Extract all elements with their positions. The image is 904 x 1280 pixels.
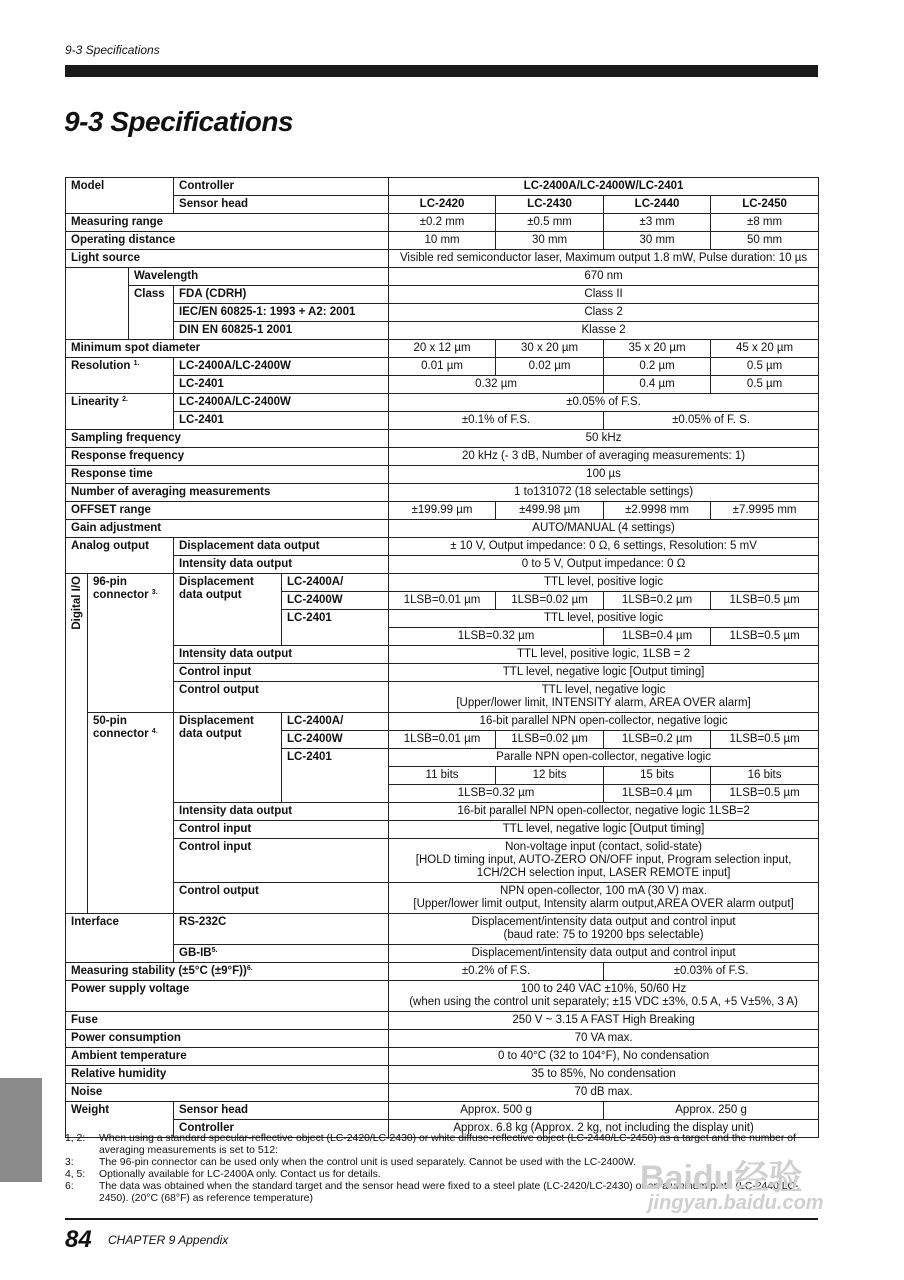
cell: 100 µs — [389, 466, 819, 484]
row-sublabel: 96-pin connector $^{3.}$ — [88, 574, 174, 713]
table-row — [66, 196, 819, 214]
table-row — [66, 322, 819, 340]
cell: Paralle NPN open-collector, negative logic — [389, 749, 819, 767]
cell: 50 kHz — [389, 430, 819, 448]
cell: ±0.05% of F. S. — [604, 412, 819, 430]
table-row — [66, 883, 819, 914]
table-row — [66, 963, 819, 981]
cell: ±0.2 mm — [389, 214, 496, 232]
cell: 70 dB max. — [389, 1084, 819, 1102]
row-sublabel: Sensor head — [174, 196, 389, 214]
cell: Class 2 — [389, 304, 819, 322]
row-sublabel: DIN EN 60825-1 2001 — [174, 322, 389, 340]
cell: 1LSB=0.02 µm — [496, 731, 604, 749]
cell: ±0.1% of F.S. — [389, 412, 604, 430]
row-sublabel: LC-2400A/LC-2400W — [174, 358, 389, 376]
table-row — [66, 178, 819, 196]
cell: AUTO/MANUAL (4 settings) — [389, 520, 819, 538]
cell: TTL level, positive logic — [389, 610, 819, 628]
cell: TTL level, positive logic, 1LSB = 2 — [389, 646, 819, 664]
row-label: Noise — [66, 1084, 389, 1102]
row-label: Response frequency — [66, 448, 389, 466]
table-row — [66, 376, 819, 394]
table-row — [66, 358, 819, 376]
table-row — [66, 412, 819, 430]
row-sublabel: Control input — [174, 839, 389, 883]
cell: 70 VA max. — [389, 1030, 819, 1048]
cell: 15 bits — [604, 767, 711, 785]
cell: 1LSB=0.2 µm — [604, 731, 711, 749]
row-sublabel: Intensity data output — [174, 803, 389, 821]
row-sublabel: LC-2400A/ — [282, 713, 389, 731]
page-number: 84 — [65, 1226, 92, 1253]
row-sublabel: Control input — [174, 821, 389, 839]
table-row — [66, 232, 819, 250]
row-sublabel: Displacement data output — [174, 574, 282, 646]
cell: Approx. 250 g — [604, 1102, 819, 1120]
cell: ±0.03% of F.S. — [604, 963, 819, 981]
cell: 1LSB=0.01 µm — [389, 731, 496, 749]
blank-cell — [66, 268, 129, 340]
table-row — [66, 520, 819, 538]
table-row — [66, 556, 819, 574]
cell: LC-2400A/LC-2400W/LC-2401 — [389, 178, 819, 196]
header-rule — [65, 65, 818, 77]
row-sublabel: Control output — [174, 682, 389, 713]
cell: Non-voltage input (contact, solid-state) [HOLD timing input, AUTO-ZERO ON/OFF input, Program selection input, 1CH/2CH selection input, LASER REMOTE input] — [389, 839, 819, 883]
table-row — [66, 286, 819, 304]
cell: 30 mm — [604, 232, 711, 250]
table-row — [66, 448, 819, 466]
table-row — [66, 646, 819, 664]
row-label: Sampling frequency — [66, 430, 389, 448]
row-sublabel: $GB-IB^{5.}$ — [174, 945, 389, 963]
table-row — [66, 1012, 819, 1030]
table-row — [66, 394, 819, 412]
row-label: Analog output — [66, 538, 174, 574]
cell: 0.5 µm — [711, 376, 819, 394]
row-sublabel: LC-2400W — [282, 592, 389, 610]
row-sublabel: LC-2401 — [174, 376, 389, 394]
cell: 670 nm — [389, 268, 819, 286]
table-row — [66, 1102, 819, 1120]
cell: 35 to 85%, No condensation — [389, 1066, 819, 1084]
cell: 30 x 20 µm — [496, 340, 604, 358]
row-sublabel: LC-2401 — [174, 412, 389, 430]
cell: LC-2440 — [604, 196, 711, 214]
watermark-url: jingyan.baidu.com — [648, 1192, 824, 1214]
row-label: Number of averaging measurements — [66, 484, 389, 502]
cell: 0.32 µm — [389, 376, 604, 394]
cell: 0.02 µm — [496, 358, 604, 376]
row-sublabel: LC-2401 — [282, 749, 389, 803]
table-row — [66, 304, 819, 322]
cell: 16 bits — [711, 767, 819, 785]
row-label: Resolution $^{1.}$ — [66, 358, 174, 394]
row-label: Operating distance — [66, 232, 389, 250]
cell: ±499.98 µm — [496, 502, 604, 520]
row-sublabel: Displacement data output — [174, 713, 282, 803]
cell: Klasse 2 — [389, 322, 819, 340]
spec-table — [65, 177, 819, 1138]
row-label: Response time — [66, 466, 389, 484]
cell: 30 mm — [496, 232, 604, 250]
table-row — [66, 664, 819, 682]
cell: 1LSB=0.5 µm — [711, 785, 819, 803]
cell: 0.2 µm — [604, 358, 711, 376]
table-row — [66, 821, 819, 839]
row-sublabel: Control output — [174, 883, 389, 914]
row-label: Measuring range — [66, 214, 389, 232]
cell: 11 bits — [389, 767, 496, 785]
cell: 0.5 µm — [711, 358, 819, 376]
cell: ±0.5 mm — [496, 214, 604, 232]
table-row — [66, 981, 819, 1012]
cell: 0 to 5 V, Output impedance: 0 Ω — [389, 556, 819, 574]
cell: TTL level, negative logic [Output timing] — [389, 664, 819, 682]
row-sublabel: LC-2400A/LC-2400W — [174, 394, 389, 412]
side-tab — [0, 1078, 42, 1182]
cell: 35 x 20 µm — [604, 340, 711, 358]
row-sublabel: LC-2400A/ — [282, 574, 389, 592]
table-row — [66, 1084, 819, 1102]
footnote: 1, 2: When using a standard specular-reflective object (LC-2420/LC-2430) or white diffuse-reflective object (LC-2440/LC-2450) as a target and the number of averaging measurements is set to 512: — [65, 1133, 796, 1156]
cell: 1LSB=0.4 µm — [604, 628, 711, 646]
row-sublabel: 50-pin connector $^{4.}$ — [88, 713, 174, 914]
cell: 20 x 12 µm — [389, 340, 496, 358]
row-label: Gain adjustment — [66, 520, 389, 538]
cell: 45 x 20 µm — [711, 340, 819, 358]
page-title: 9-3 Specifications — [64, 106, 294, 137]
table-row — [66, 914, 819, 945]
table-row — [66, 713, 819, 731]
cell: TTL level, positive logic — [389, 574, 819, 592]
cell: 100 to 240 VAC ±10%, 50/60 Hz (when using the control unit separately; ±15 VDC ±3%, 0.5 A, +5 V±5%, 3 A) — [389, 981, 819, 1012]
table-row — [66, 574, 819, 592]
cell: LC-2430 — [496, 196, 604, 214]
row-label: Relative humidity — [66, 1066, 389, 1084]
cell: 1LSB=0.2 µm — [604, 592, 711, 610]
cell: 0 to 40°C (32 to 104°F), No condensation — [389, 1048, 819, 1066]
cell: 16-bit parallel NPN open-collector, negative logic 1LSB=2 — [389, 803, 819, 821]
table-row — [66, 430, 819, 448]
row-label: Model — [66, 178, 174, 214]
cell: LC-2420 — [389, 196, 496, 214]
cell: 12 bits — [496, 767, 604, 785]
row-label: Ambient temperature — [66, 1048, 389, 1066]
row-sublabel: IEC/EN 60825-1: 1993 + A2: 2001 — [174, 304, 389, 322]
row-label: Interface — [66, 914, 174, 963]
row-label: Minimum spot diameter — [66, 340, 389, 358]
table-row — [66, 682, 819, 713]
cell: ± 10 V, Output impedance: 0 Ω, 6 settings, Resolution: 5 mV — [389, 538, 819, 556]
cell: ±0.2% of F.S. — [389, 963, 604, 981]
cell: 1LSB=0.02 µm — [496, 592, 604, 610]
cell: 1LSB=0.32 µm — [389, 628, 604, 646]
table-row — [66, 1066, 819, 1084]
cell: ±8 mm — [711, 214, 819, 232]
cell: ±199.99 µm — [389, 502, 496, 520]
row-label: Power supply voltage — [66, 981, 389, 1012]
cell: 1LSB=0.01 µm — [389, 592, 496, 610]
cell: ±7.9995 mm — [711, 502, 819, 520]
row-label: Measuring stability (±5°C (±9°F))$^{6.}$ — [66, 963, 389, 981]
table-row — [66, 502, 819, 520]
cell: ±0.05% of F.S. — [389, 394, 819, 412]
table-row — [66, 1048, 819, 1066]
footnote: 6: The data was obtained when the standard target and the sensor head were fixed to a steel plate (LC-2420/LC-2430) or an aluminum plate (LC-2440/LC-2450). (20°C (68°F) as reference temperature) — [65, 1181, 799, 1204]
row-sublabel: Displacement data output — [174, 538, 389, 556]
table-row — [66, 945, 819, 963]
footnote: 4, 5: Optionally available for LC-2400A only. Contact us for details. — [65, 1169, 381, 1180]
row-label: Power consumption — [66, 1030, 389, 1048]
table-row — [66, 803, 819, 821]
cell: Class II — [389, 286, 819, 304]
row-sublabel: Controller — [174, 178, 389, 196]
cell: 1LSB=0.5 µm — [711, 592, 819, 610]
cell: 0.01 µm — [389, 358, 496, 376]
cell: ±3 mm — [604, 214, 711, 232]
row-sublabel: LC-2400W — [282, 731, 389, 749]
table-row — [66, 466, 819, 484]
table-row — [66, 839, 819, 883]
watermark-logo: Baidu经验 — [640, 1159, 803, 1197]
table-row — [66, 340, 819, 358]
row-label: Linearity $^{2.}$ — [66, 394, 174, 430]
table-row — [66, 538, 819, 556]
cell: NPN open-collector, 100 mA (30 V) max. [Upper/lower limit output, Intensity alarm output,AREA OVER alarm output] — [389, 883, 819, 914]
cell: Visible red semiconductor laser, Maximum output 1.8 mW, Pulse duration: 10 µs — [389, 250, 819, 268]
digital-io-label: Digital I/O — [66, 574, 88, 914]
row-sublabel: Class — [129, 286, 174, 340]
cell: 20 kHz (- 3 dB, Number of averaging measurements: 1) — [389, 448, 819, 466]
row-sublabel: FDA (CDRH) — [174, 286, 389, 304]
running-header: 9-3 Specifications — [65, 43, 160, 57]
row-sublabel: LC-2401 — [282, 610, 389, 646]
row-label: OFFSET range — [66, 502, 389, 520]
cell: 250 V ~ 3.15 A FAST High Breaking — [389, 1012, 819, 1030]
row-label: Weight — [66, 1102, 174, 1138]
cell: 1LSB=0.32 µm — [389, 785, 604, 803]
chapter-label: CHAPTER 9 Appendix — [108, 1233, 229, 1247]
row-sublabel: Sensor head — [174, 1102, 389, 1120]
row-sublabel: Intensity data output — [174, 556, 389, 574]
cell: Approx. 6.8 kg (Approx. 2 kg, not including the display unit) — [389, 1120, 819, 1138]
cell: 10 mm — [389, 232, 496, 250]
cell: Displacement/intensity data output and control input — [389, 945, 819, 963]
cell: Approx. 500 g — [389, 1102, 604, 1120]
table-row — [66, 214, 819, 232]
cell: Displacement/intensity data output and control input (baud rate: 75 to 19200 bps selectable) — [389, 914, 819, 945]
row-sublabel: Controller — [174, 1120, 389, 1138]
row-label: Fuse — [66, 1012, 389, 1030]
table-row — [66, 250, 819, 268]
cell: 1LSB=0.5 µm — [711, 731, 819, 749]
table-row — [66, 268, 819, 286]
cell: LC-2450 — [711, 196, 819, 214]
cell: 16-bit parallel NPN open-collector, negative logic — [389, 713, 819, 731]
cell: 1LSB=0.4 µm — [604, 785, 711, 803]
row-label: Light source — [66, 250, 389, 268]
row-sublabel: RS-232C — [174, 914, 389, 945]
row-sublabel: Control input — [174, 664, 389, 682]
footnote: 3: The 96-pin connector can be used only when the control unit is used separately. Cannot be used with the LC-2400W. — [65, 1157, 636, 1168]
row-sublabel: Wavelength — [129, 268, 389, 286]
cell: 0.4 µm — [604, 376, 711, 394]
cell: 1LSB=0.5 µm — [711, 628, 819, 646]
cell: ±2.9998 mm — [604, 502, 711, 520]
cell: 50 mm — [711, 232, 819, 250]
cell: TTL level, negative logic [Upper/lower limit, INTENSITY alarm, AREA OVER alarm] — [389, 682, 819, 713]
footer-rule — [65, 1218, 818, 1220]
cell: TTL level, negative logic [Output timing] — [389, 821, 819, 839]
row-sublabel: Intensity data output — [174, 646, 389, 664]
cell: 1 to131072 (18 selectable settings) — [389, 484, 819, 502]
table-row — [66, 1030, 819, 1048]
table-row — [66, 484, 819, 502]
